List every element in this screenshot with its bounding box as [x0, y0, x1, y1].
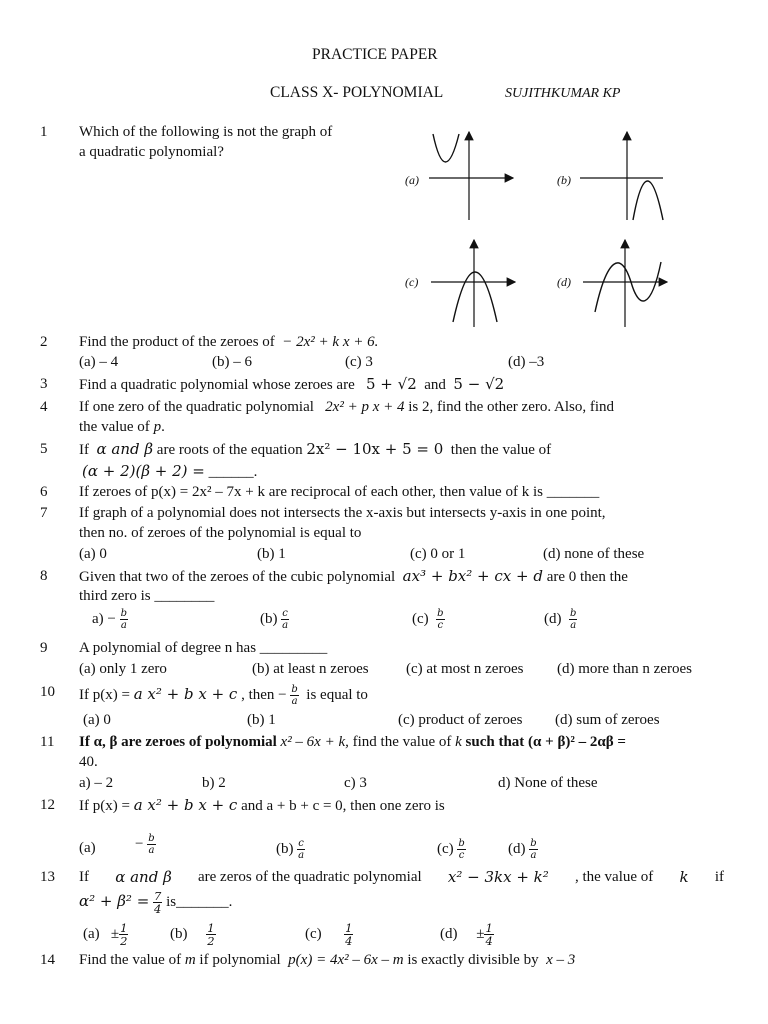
quadratic-graphs-figure — [395, 122, 685, 332]
question-number: 12 — [40, 797, 55, 813]
question-text: 40. — [79, 754, 98, 770]
question-number: 9 — [40, 640, 48, 656]
expression: − 2x² + k x + 6. — [282, 334, 379, 350]
question-number: 2 — [40, 334, 48, 350]
option: (b) 1 — [247, 712, 276, 728]
question-number: 11 — [40, 734, 55, 750]
graph-label: (b) — [557, 173, 571, 187]
question-text: If α and β are zeros of the quadratic polynomial x² − 3kx + k² , the value of k if — [79, 868, 724, 886]
question-text: If graph of a polynomial does not intersects the x-axis but intersects y-axis in one point, — [79, 505, 606, 521]
question-text: Find the value of m if polynomial p(x) = 4x² – 6x – m is exactly divisible by x – 3 — [79, 952, 576, 968]
question-number: 3 — [40, 376, 48, 392]
graph-d — [557, 240, 667, 327]
option: a) − $\frac{b}{a}$ — [92, 608, 128, 631]
option: (c) $\frac{1}{4}$ — [305, 921, 353, 948]
graph-b — [557, 132, 663, 220]
graph-c — [405, 240, 515, 327]
question-text: Find a quadratic polynomial whose zeroes are 5 + √2 and 5 − √2 — [79, 375, 505, 393]
question-text: (α + 2)(β + 2) = ______. — [82, 462, 258, 480]
graph-label: (a) — [405, 173, 419, 187]
option: (c) $\frac{b}{c}$ — [437, 838, 465, 861]
question-text: If α and β are roots of the equation 2x² − 10x + 5 = 0 then the value of — [79, 440, 552, 458]
graph-label: (c) — [405, 275, 419, 289]
option: (d) –3 — [508, 354, 545, 370]
option: (a) ± $\frac{1}{2}$ — [83, 921, 128, 948]
question-text: If zeroes of p(x) = 2x² – 7x + k are reciprocal of each other, then value of k is _______ — [79, 484, 600, 500]
question-text: If α, β are zeroes of polynomial x² – 6x + k, find the value of k such that (α + β)² – 2αβ = — [79, 734, 626, 750]
option: (b) – 6 — [212, 354, 252, 370]
option: (c) $\frac{b}{c}$ — [412, 608, 444, 631]
question-number: 14 — [40, 952, 55, 968]
option: (a) – 4 — [79, 354, 119, 370]
question-number: 5 — [40, 441, 48, 457]
question-text: If p(x) = a x² + b x + c and a + b + c = 0, then one zero is — [79, 796, 445, 814]
question-text: If one zero of the quadratic polynomial 2x² + p x + 4 is 2, find the other zero. Also, find — [79, 399, 615, 415]
option: b) 2 — [202, 775, 226, 791]
option: (b) $\frac{c}{a}$ — [276, 838, 305, 861]
option: (a) 0 — [79, 546, 107, 562]
question-number: 13 — [40, 869, 55, 885]
option: (d) none of these — [543, 546, 645, 562]
graph-a — [405, 132, 513, 220]
option: (c) at most n zeroes — [406, 661, 524, 677]
option-value: − $\frac{b}{a}$ — [135, 833, 155, 856]
option: (d) $\frac{b}{a}$ — [544, 608, 577, 631]
option: (b) 1 — [257, 546, 286, 562]
paper-title: PRACTICE PAPER — [312, 46, 438, 63]
option: d) None of these — [498, 775, 598, 791]
question-text: third zero is ________ — [79, 588, 215, 604]
question-number: 1 — [40, 124, 48, 140]
option: (c) 3 — [345, 354, 373, 370]
option: (c) 0 or 1 — [410, 546, 466, 562]
question-number: 4 — [40, 399, 48, 415]
question-number: 7 — [40, 505, 48, 521]
question-text: Which of the following is not the graph of — [79, 124, 333, 140]
option: (b) $\frac{c}{a}$ — [260, 608, 289, 631]
question-text: a quadratic polynomial? — [79, 144, 224, 160]
question-number: 10 — [40, 684, 55, 700]
option: a) – 2 — [79, 775, 114, 791]
question-text: Given that two of the zeroes of the cubic polynomial ax³ + bx² + cx + d are 0 then the — [79, 567, 628, 585]
option: (a) 0 — [83, 712, 111, 728]
question-text: Find the product of the zeroes of − 2x² + k x + 6. — [79, 334, 379, 350]
option: (a) — [79, 840, 96, 856]
question-text: A polynomial of degree n has _________ — [79, 640, 328, 656]
paper-subtitle: CLASS X- POLYNOMIAL — [270, 84, 444, 101]
question-text: α² + β² = $\frac{7}{4}$ is_______. — [79, 889, 233, 916]
option: (c) product of zeroes — [398, 712, 523, 728]
question-number: 8 — [40, 568, 48, 584]
option: (d) more than n zeroes — [557, 661, 692, 677]
option: (b) at least n zeroes — [252, 661, 369, 677]
option: (a) only 1 zero — [79, 661, 167, 677]
option: (b) $\frac{1}{2}$ — [170, 921, 215, 948]
question-text: the value of p. — [79, 419, 165, 435]
option: (d) ± $\frac{1}{4}$ — [440, 921, 493, 948]
option: c) 3 — [344, 775, 367, 791]
question-text: If p(x) = a x² + b x + c , then − $\frac{b}{a}$ is equal to — [79, 684, 368, 708]
option: (d) $\frac{b}{a}$ — [508, 838, 537, 861]
graph-label: (d) — [557, 275, 571, 289]
expression: 2x² + p x + 4 — [325, 399, 405, 415]
question-number: 6 — [40, 484, 48, 500]
option: (d) sum of zeroes — [555, 712, 660, 728]
question-text: then no. of zeroes of the polynomial is equal to — [79, 525, 362, 541]
author-name: SUJITHKUMAR KP — [505, 86, 621, 101]
